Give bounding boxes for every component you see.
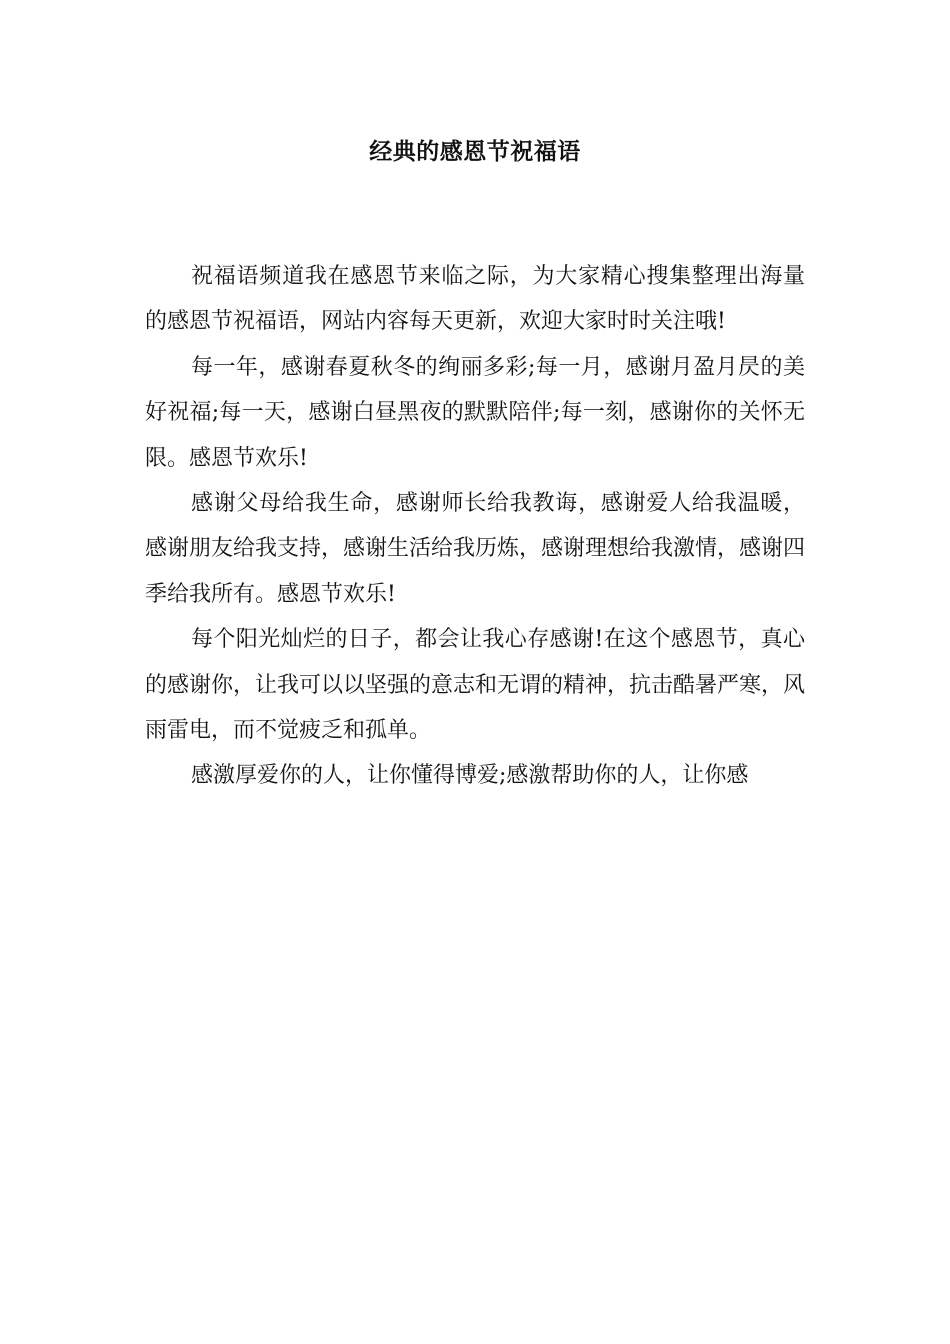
- paragraph-3: 感谢父母给我生命，感谢师长给我教诲，感谢爱人给我温暖，感谢朋友给我支持，感谢生活给我历炼，感谢理想给我激情，感谢四季给我所有。感恩节欢乐!: [145, 491, 806, 607]
- document-body: [145, 254, 805, 799]
- paragraph-2: 每一年，感谢春夏秋冬的绚丽多彩;每一月，感谢月盈月昃的美好祝福;每一天，感谢白昼黑夜的默默陪伴;每一刻，感谢你的关怀无限。感恩节欢乐!: [145, 354, 805, 471]
- paragraph-5: 感激厚爱你的人，让你懂得博爱;感激帮助你的人，让你感: [191, 763, 749, 789]
- paragraph-1: 祝福语频道我在感恩节来临之际，为大家精心搜集整理出海量的感恩节祝福语，网站内容每天更新，欢迎大家时时关注哦!: [145, 264, 805, 335]
- paragraph-4: 每个阳光灿烂的日子，都会让我心存感谢!在这个感恩节，真心的感谢你，让我可以以坚强的意志和无谓的精神，抗击酷暑严寒，风雨雷电，而不觉疲乏和孤单。: [145, 627, 806, 744]
- document-title: 经典的感恩节祝福语: [369, 138, 581, 165]
